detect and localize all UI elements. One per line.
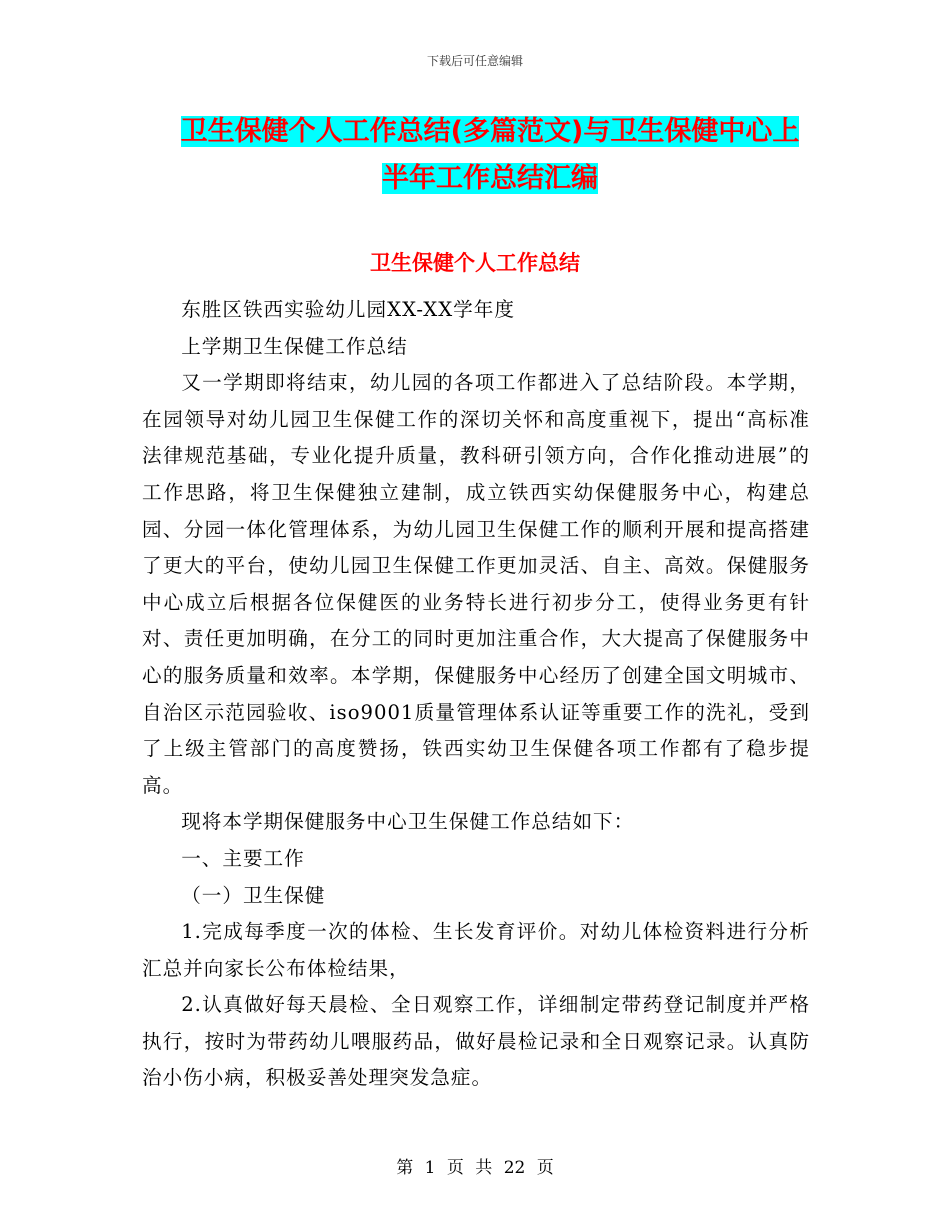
paragraph-item-1: 1.完成每季度一次的体检、生长发育评价。对幼儿体检资料进行分析汇总并向家长公布体检结果，	[142, 920, 810, 980]
document-body	[142, 292, 810, 1097]
document-title	[140, 108, 840, 202]
paragraph-summary-lead: 现将本学期保健服务中心卫生保健工作总结如下：	[181, 810, 635, 834]
paragraph-report-subtitle: 上学期卫生保健工作总结	[181, 334, 408, 358]
section-title: 卫生保健个人工作总结	[370, 251, 580, 275]
document-title-line-2: 半年工作总结汇编	[382, 163, 598, 194]
heading-health-care: （一）卫生保健	[181, 883, 326, 907]
paragraph-introduction: 又一学期即将结束，幼儿园的各项工作都进入了总结阶段。本学期，在园领导对幼儿园卫生保健工作的深切关怀和高度重视下，提出“高标准法律规范基础，专业化提升质量，教科研引领方向，合作化推动进展”的工作思路，将卫生保健独立建制，成立铁西实幼保健服务中心，构建总园、分园一体化管理体系，为幼儿园卫生保健工作的顺利开展和提高搭建了更大的平台，使幼儿园卫生保健工作更加灵活、自主、高效。保健服务中心成立后根据各位保健医的业务特长进行初步分工，使得业务更有针对、责任更加明确，在分工的同时更加注重合作，大大提高了保健服务中心的服务质量和效率。本学期，保健服务中心经历了创建全国文明城市、自治区示范园验收、iso9001质量管理体系认证等重要工作的洗礼，受到了上级主管部门的高度赞扬，铁西实幼卫生保健各项工作都有了稳步提高。	[142, 371, 810, 797]
page-header-note: 下载后可任意编辑	[426, 54, 523, 68]
document-title-line-1: 卫生保健个人工作总结(多篇范文)与卫生保健中心上	[180, 116, 800, 147]
heading-main-work: 一、主要工作	[181, 846, 305, 870]
page-number-footer: 第 1 页 共 22 页	[396, 1158, 554, 1178]
paragraph-school-name: 东胜区铁西实验幼儿园XX-XX学年度	[181, 298, 515, 321]
paragraph-item-2: 2.认真做好每天晨检、全日观察工作，详细制定带药登记制度并严格执行，按时为带药幼儿喂服药品，做好晨检记录和全日观察记录。认真防治小伤小病，积极妥善处理突发急症。	[142, 993, 810, 1090]
